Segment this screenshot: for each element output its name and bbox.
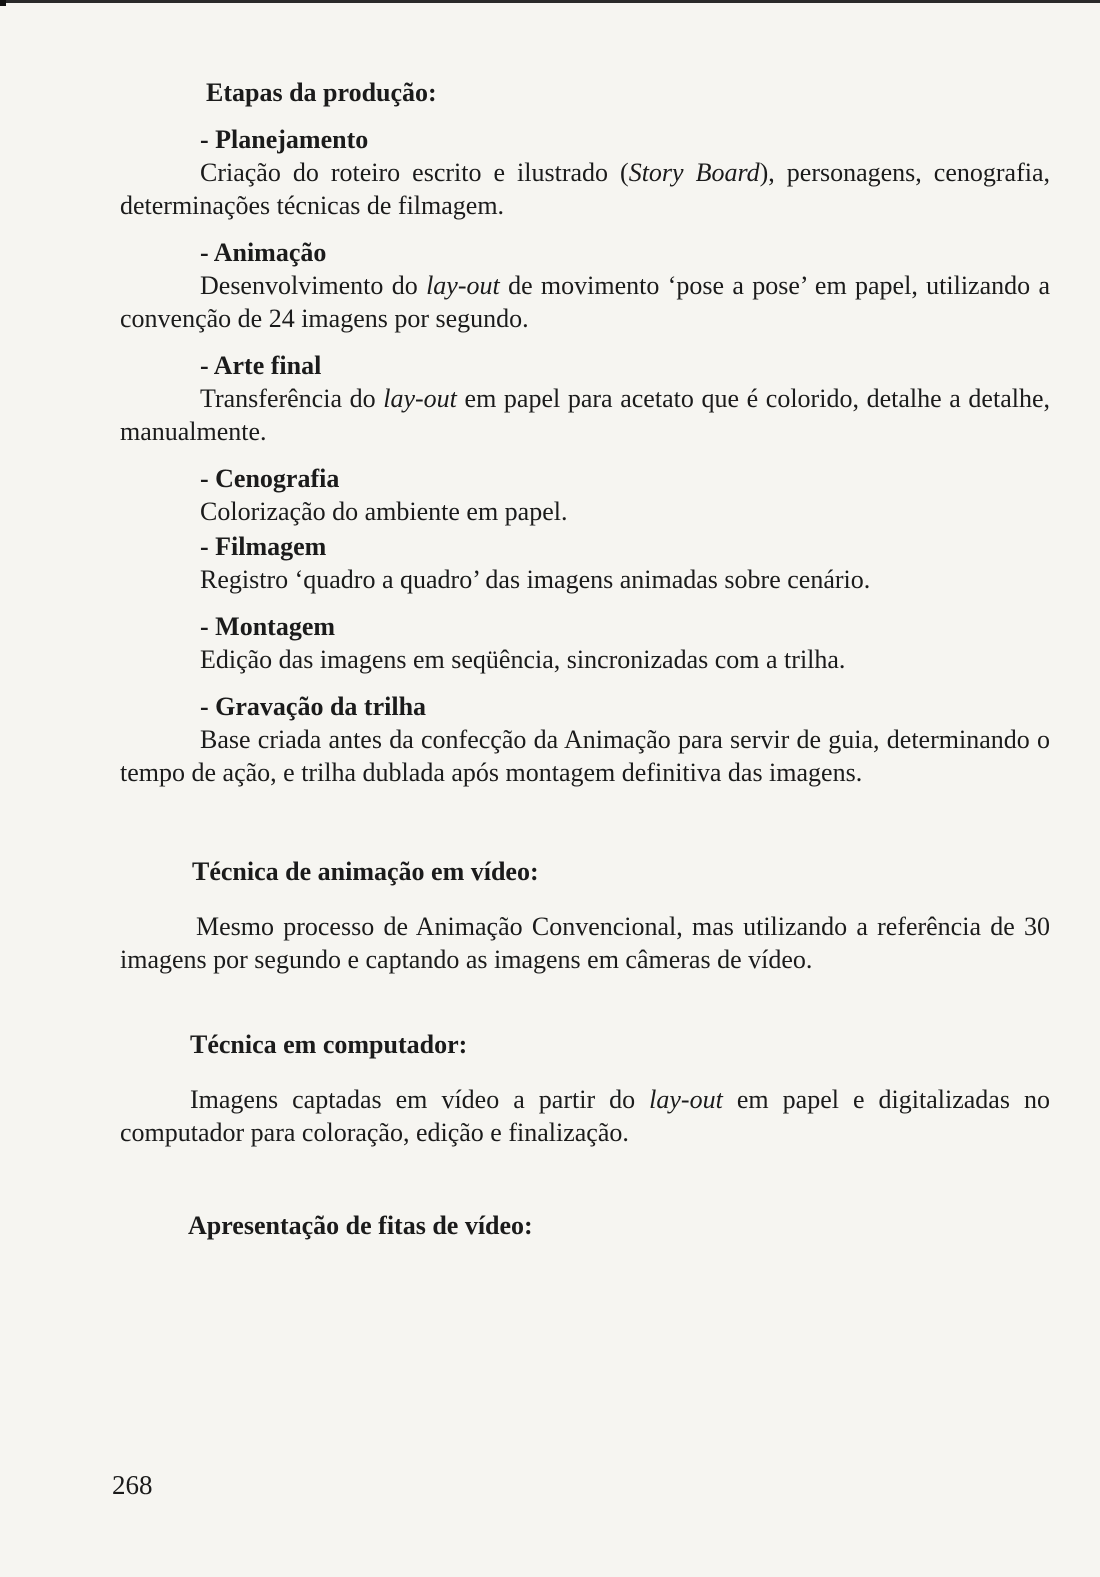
section-apresentacao [120,1209,1050,1242]
step-planejamento [120,123,1050,222]
section-heading-etapas: Etapas da produção: [206,78,437,107]
step-gravacao-trilha [120,690,1050,789]
step-title: - Gravação da trilha [200,692,427,721]
section-video [120,855,1050,976]
step-filmagem [120,530,1050,596]
page-number: 268 [112,1470,153,1500]
scan-corner-mark [0,0,6,6]
step-title: - Planejamento [200,125,369,154]
step-title: - Filmagem [200,532,327,561]
section-text: Mesmo processo de Animação Convencional, mas utilizando a referência de 30 imagens por segundo e captando as imagens em câmeras de vídeo. [120,912,1050,974]
step-text: Desenvolvimento do lay-out de movimento ‘pose a pose’ em papel, utilizando a convenção de 24 imagens por segundo. [120,271,1050,333]
step-animacao [120,236,1050,335]
step-title: - Montagem [200,612,336,641]
step-text: Base criada antes da confecção da Animação para servir de guia, determinando o tempo de ação, e trilha dublada após montagem definitiva das imagens. [120,725,1050,787]
step-text: Edição das imagens em seqüência, sincronizadas com a trilha. [200,645,846,674]
step-text: Registro ‘quadro a quadro’ das imagens animadas sobre cenário. [200,565,871,594]
step-text: Criação do roteiro escrito e ilustrado (Story Board), personagens, cenografia, determinações técnicas de filmagem. [120,158,1051,220]
section-computador [120,1028,1050,1149]
step-title: - Animação [200,238,327,267]
step-cenografia [120,462,1050,528]
step-text: Transferência do lay-out em papel para acetato que é colorido, detalhe a detalhe, manualmente. [120,384,1050,446]
page-content [120,76,1050,1242]
step-text: Colorização do ambiente em papel. [200,497,568,526]
step-montagem [120,610,1050,676]
step-title: - Cenografia [200,464,340,493]
section-text: Imagens captadas em vídeo a partir do lay-out em papel e digitalizadas no computador para coloração, edição e finalização. [120,1085,1050,1147]
step-title: - Arte final [200,351,322,380]
scan-top-edge [0,0,1100,3]
section-heading-apresentacao: Apresentação de fitas de vídeo: [188,1211,533,1240]
step-arte-final [120,349,1050,448]
section-heading-video: Técnica de animação em vídeo: [192,857,539,886]
section-heading-computador: Técnica em computador: [190,1030,468,1059]
